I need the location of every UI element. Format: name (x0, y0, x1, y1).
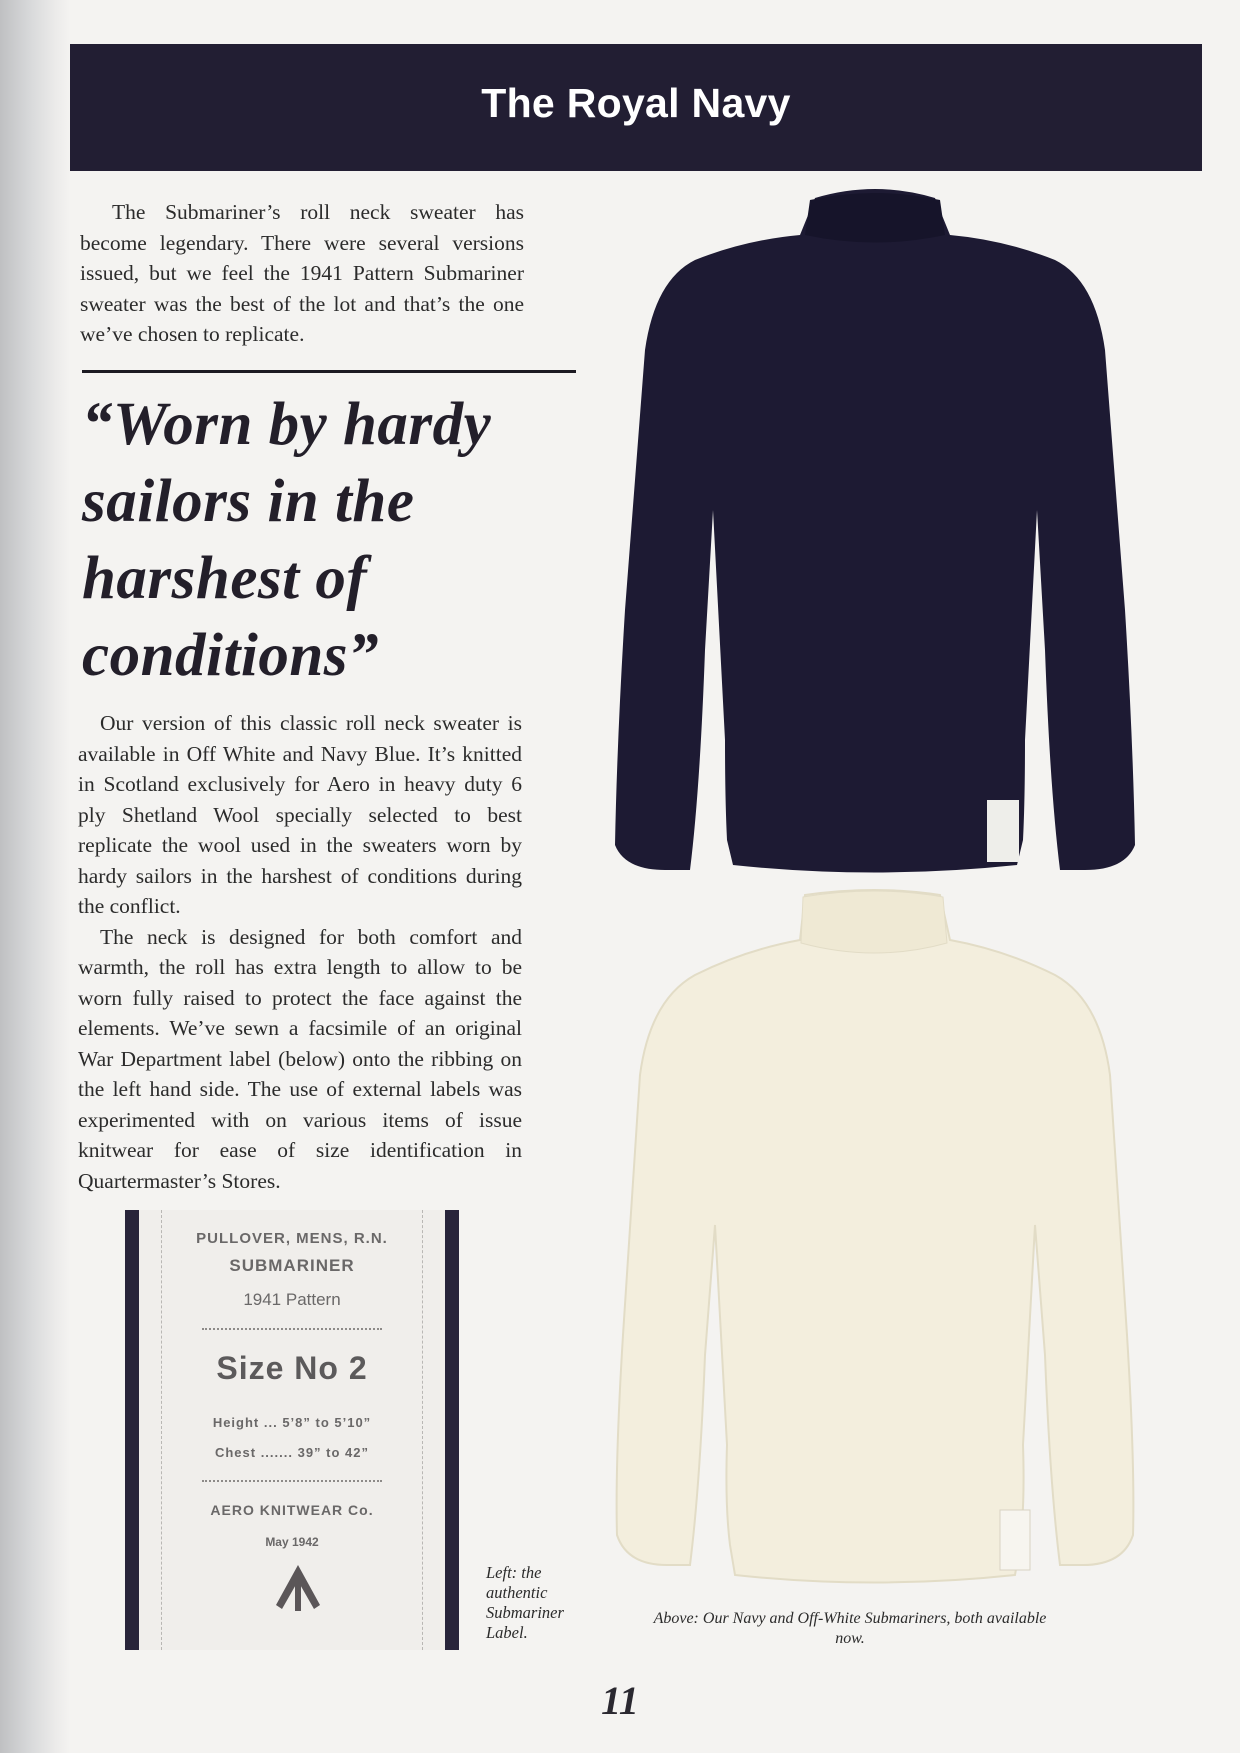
label-dotted-rule (202, 1328, 382, 1330)
intro-text: The Submariner’s roll neck sweater has become legendary. There were several versions issued, but we feel the 1941 Pattern Submariner sweater was the best of the lot and that’s the one we’ve chosen to replicate. (80, 200, 524, 346)
navy-roll-neck (805, 193, 945, 243)
label-stitching (161, 1210, 423, 1650)
label-dotted-rule (202, 1480, 382, 1482)
label-height: Height ... 5’8” to 5’10” (212, 1415, 372, 1430)
label-size: Size No 2 (216, 1350, 368, 1386)
pull-quote: “Worn by hardy sailors in the harshest of conditions” (82, 391, 492, 689)
body-paragraph-1: Our version of this classic roll neck sweater is available in Off White and Navy Blue. It’s knitted in Scotland exclusively for Aero in heavy duty 6 ply Shetland Wool specially selected to best replicate the wool used in the sweaters worn by hardy sailors in the harshest of conditions during the conflict. (78, 711, 522, 918)
label-chest: Chest ....... 39” to 42” (214, 1445, 370, 1460)
cream-sweater-tag (1000, 1510, 1030, 1570)
book-spine-shadow (0, 0, 70, 1753)
cream-roll-neck (801, 891, 947, 953)
label-line-3: 1941 Pattern (243, 1290, 341, 1309)
header-bar (70, 44, 1202, 171)
label-line-2: SUBMARINER (229, 1256, 355, 1275)
divider-rule (82, 370, 576, 373)
body-paragraph-2: The neck is designed for both comfort and warmth, the roll has extra length to allow to be worn fully raised to protect the face against the elements. We’ve sewn a facsimile of an original War Department label (below) onto the ribbing on the left hand side. The use of external labels was experimented with on various items of issue knitwear for ease of size identification in Quartermaster’s Stores. (78, 924, 522, 1193)
navy-sweater-body (615, 189, 1135, 873)
navy-sweater-tag (987, 800, 1019, 862)
navy-sweater-photo (605, 180, 1145, 880)
page-title: The Royal Navy (481, 80, 791, 126)
broad-arrow-icon (274, 1563, 322, 1613)
body-text (78, 708, 522, 1196)
submariner-label-photo (125, 1210, 459, 1650)
label-line-1: PULLOVER, MENS, R.N. (196, 1230, 388, 1247)
label-date: May 1942 (265, 1535, 319, 1549)
sweaters-caption: Above: Our Navy and Off-White Submariners, both available now. (653, 1610, 1047, 1647)
page-number: 11 (601, 1678, 639, 1723)
label-caption: Left: the authentic Submariner Label. (486, 1563, 564, 1642)
label-maker: AERO KNITWEAR Co. (210, 1502, 374, 1518)
intro-paragraph (80, 197, 524, 350)
cream-sweater-photo (605, 885, 1145, 1595)
cream-sweater-body (617, 890, 1134, 1583)
